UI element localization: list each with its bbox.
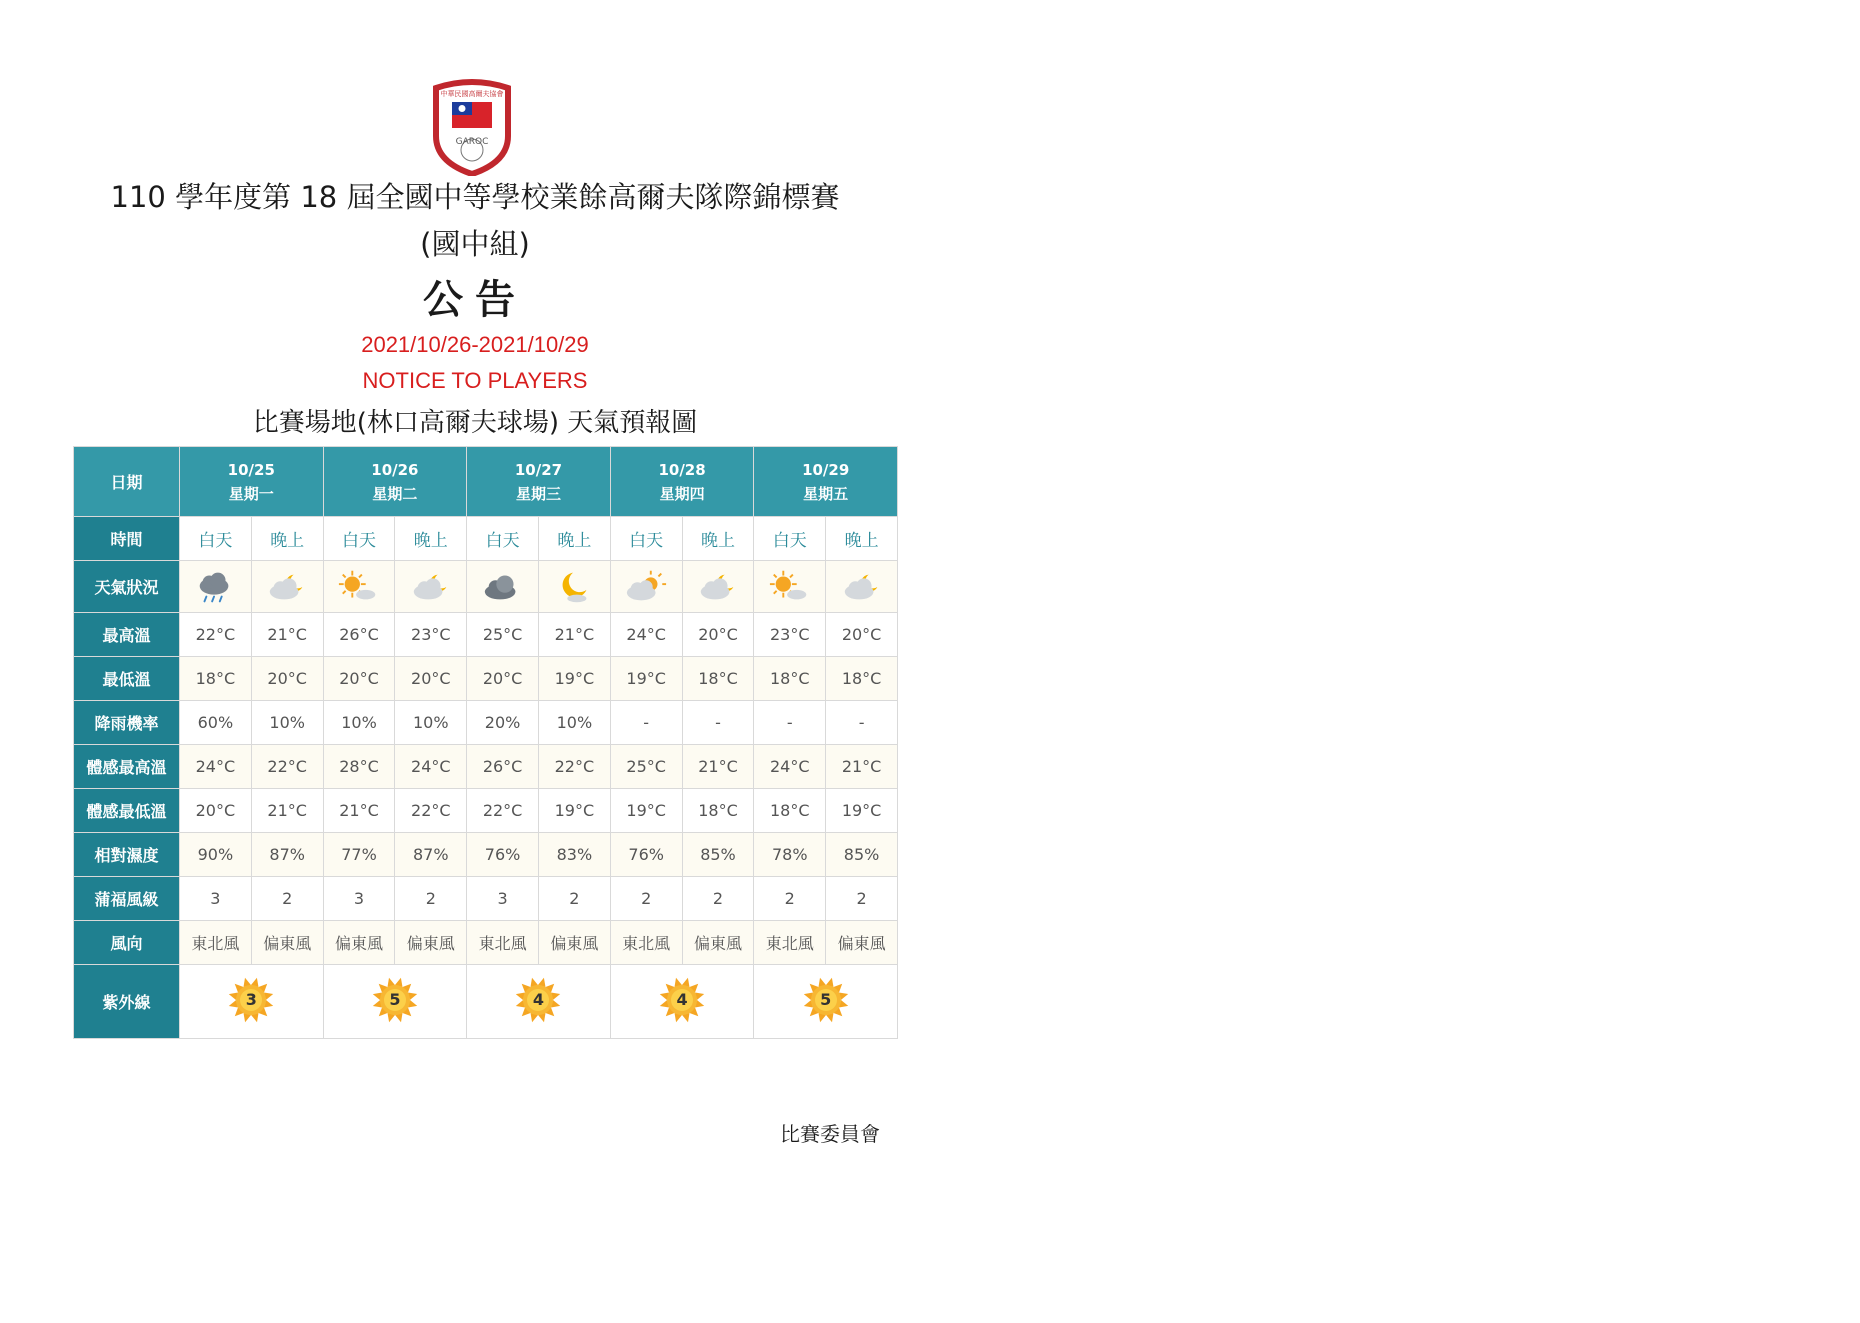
cloud-moon-icon bbox=[265, 568, 309, 606]
feels-min-cell: 22°C bbox=[395, 789, 467, 833]
cloud-moon-icon bbox=[696, 568, 740, 606]
uv-index-value: 4 bbox=[532, 989, 545, 1009]
row-label-time: 時間 bbox=[74, 517, 180, 561]
humidity-cell: 78% bbox=[754, 833, 826, 877]
rain-cloud-icon bbox=[193, 568, 237, 606]
feels-min-cell: 21°C bbox=[323, 789, 395, 833]
max-temp-cell: 24°C bbox=[610, 613, 682, 657]
feels-min-cell: 21°C bbox=[251, 789, 323, 833]
notice-to-players: NOTICE TO PLAYERS bbox=[362, 368, 588, 393]
row-label-min-temp: 最低溫 bbox=[74, 657, 180, 701]
max-temp-cell: 21°C bbox=[538, 613, 610, 657]
feels-min-cell: 19°C bbox=[538, 789, 610, 833]
min-temp-cell: 19°C bbox=[538, 657, 610, 701]
min-temp-cell: 18°C bbox=[180, 657, 252, 701]
day-header: 10/26 星期二 bbox=[323, 447, 467, 517]
condition-cell bbox=[538, 561, 610, 613]
cloud-moon-icon bbox=[409, 568, 453, 606]
condition-cell bbox=[395, 561, 467, 613]
humidity-cell: 85% bbox=[826, 833, 898, 877]
sun-cloud-icon bbox=[337, 568, 381, 606]
wind-dir-cell: 東北風 bbox=[467, 921, 539, 965]
humidity-cell: 85% bbox=[682, 833, 754, 877]
rain-chance-cell: - bbox=[682, 701, 754, 745]
time-cell: 晚上 bbox=[538, 517, 610, 561]
day-header: 10/25 星期一 bbox=[180, 447, 324, 517]
feels-max-cell: 26°C bbox=[467, 745, 539, 789]
row-label-uv: 紫外線 bbox=[74, 965, 180, 1039]
max-temp-cell: 26°C bbox=[323, 613, 395, 657]
forecast-title: 比賽場地(林口高爾夫球場) 天氣預報圖 bbox=[252, 408, 698, 438]
max-temp-cell: 22°C bbox=[180, 613, 252, 657]
wind-dir-cell: 東北風 bbox=[610, 921, 682, 965]
min-temp-cell: 20°C bbox=[395, 657, 467, 701]
max-temp-cell: 23°C bbox=[754, 613, 826, 657]
feels-max-cell: 22°C bbox=[538, 745, 610, 789]
feels-min-cell: 18°C bbox=[682, 789, 754, 833]
time-cell: 晚上 bbox=[251, 517, 323, 561]
row-label-beaufort: 蒲福風級 bbox=[74, 877, 180, 921]
uv-sun-icon bbox=[513, 975, 563, 1025]
uv-index-value: 5 bbox=[389, 989, 401, 1009]
rain-chance-cell: - bbox=[826, 701, 898, 745]
notice-heading: 公告 bbox=[423, 277, 527, 323]
beaufort-cell: 3 bbox=[180, 877, 252, 921]
min-temp-cell: 20°C bbox=[323, 657, 395, 701]
day-header: 10/29 星期五 bbox=[754, 447, 898, 517]
row-label-rain: 降雨機率 bbox=[74, 701, 180, 745]
time-cell: 白天 bbox=[610, 517, 682, 561]
beaufort-cell: 2 bbox=[754, 877, 826, 921]
wind-dir-cell: 東北風 bbox=[180, 921, 252, 965]
wind-dir-cell: 偏東風 bbox=[251, 921, 323, 965]
beaufort-cell: 2 bbox=[251, 877, 323, 921]
condition-cell bbox=[251, 561, 323, 613]
committee-signature: 比賽委員會 bbox=[780, 1122, 880, 1146]
group-label: (國中組) bbox=[420, 227, 530, 261]
rain-chance-cell: - bbox=[754, 701, 826, 745]
row-label-date: 日期 bbox=[74, 447, 180, 517]
row-label-humidity: 相對濕度 bbox=[74, 833, 180, 877]
time-cell: 白天 bbox=[467, 517, 539, 561]
wind-dir-cell: 偏東風 bbox=[395, 921, 467, 965]
sun-cloud-icon bbox=[768, 568, 812, 606]
condition-cell bbox=[754, 561, 826, 613]
row-label-feels-max: 體感最高溫 bbox=[74, 745, 180, 789]
humidity-cell: 83% bbox=[538, 833, 610, 877]
min-temp-cell: 20°C bbox=[251, 657, 323, 701]
date-range: 2021/10/26-2021/10/29 bbox=[361, 332, 589, 357]
feels-max-cell: 21°C bbox=[682, 745, 754, 789]
condition-cell bbox=[323, 561, 395, 613]
uv-sun-icon bbox=[657, 975, 707, 1025]
wind-dir-cell: 偏東風 bbox=[682, 921, 754, 965]
garoc-logo bbox=[430, 78, 514, 176]
uv-cell bbox=[610, 965, 754, 1039]
max-temp-cell: 23°C bbox=[395, 613, 467, 657]
feels-max-cell: 24°C bbox=[180, 745, 252, 789]
beaufort-cell: 2 bbox=[610, 877, 682, 921]
humidity-cell: 76% bbox=[610, 833, 682, 877]
feels-min-cell: 19°C bbox=[826, 789, 898, 833]
uv-sun-icon bbox=[370, 975, 420, 1025]
wind-dir-cell: 東北風 bbox=[754, 921, 826, 965]
row-label-feels-min: 體感最低溫 bbox=[74, 789, 180, 833]
rain-chance-cell: 10% bbox=[538, 701, 610, 745]
uv-index-value: 4 bbox=[676, 989, 688, 1009]
feels-max-cell: 25°C bbox=[610, 745, 682, 789]
min-temp-cell: 18°C bbox=[682, 657, 754, 701]
svg-text:中華民國高爾夫協會: 中華民國高爾夫協會 bbox=[440, 90, 504, 98]
time-cell: 白天 bbox=[180, 517, 252, 561]
wind-dir-cell: 偏東風 bbox=[826, 921, 898, 965]
tournament-title: 110 學年度第 18 屆全國中等學校業餘高爾夫隊際錦標賽 bbox=[110, 180, 840, 214]
beaufort-cell: 2 bbox=[538, 877, 610, 921]
moon-icon bbox=[552, 568, 596, 606]
wind-dir-cell: 偏東風 bbox=[538, 921, 610, 965]
min-temp-cell: 20°C bbox=[467, 657, 539, 701]
uv-sun-icon bbox=[226, 975, 276, 1025]
condition-cell bbox=[610, 561, 682, 613]
time-cell: 白天 bbox=[323, 517, 395, 561]
humidity-cell: 87% bbox=[395, 833, 467, 877]
condition-cell bbox=[826, 561, 898, 613]
row-label-condition: 天氣狀況 bbox=[74, 561, 180, 613]
time-cell: 晚上 bbox=[826, 517, 898, 561]
min-temp-cell: 18°C bbox=[754, 657, 826, 701]
uv-cell bbox=[180, 965, 324, 1039]
row-label-wind-dir: 風向 bbox=[74, 921, 180, 965]
wind-dir-cell: 偏東風 bbox=[323, 921, 395, 965]
rain-chance-cell: 10% bbox=[251, 701, 323, 745]
uv-sun-icon bbox=[801, 975, 851, 1025]
rain-chance-cell: - bbox=[610, 701, 682, 745]
feels-min-cell: 22°C bbox=[467, 789, 539, 833]
rain-chance-cell: 10% bbox=[395, 701, 467, 745]
min-temp-cell: 19°C bbox=[610, 657, 682, 701]
cloud-moon-icon bbox=[840, 568, 884, 606]
uv-cell bbox=[467, 965, 611, 1039]
rain-chance-cell: 60% bbox=[180, 701, 252, 745]
dark-cloud-icon bbox=[481, 568, 525, 606]
beaufort-cell: 2 bbox=[395, 877, 467, 921]
time-cell: 白天 bbox=[754, 517, 826, 561]
feels-min-cell: 20°C bbox=[180, 789, 252, 833]
condition-cell bbox=[682, 561, 754, 613]
uv-index-value: 3 bbox=[245, 989, 257, 1009]
feels-min-cell: 18°C bbox=[754, 789, 826, 833]
uv-cell bbox=[323, 965, 467, 1039]
rain-chance-cell: 20% bbox=[467, 701, 539, 745]
humidity-cell: 76% bbox=[467, 833, 539, 877]
humidity-cell: 77% bbox=[323, 833, 395, 877]
beaufort-cell: 3 bbox=[467, 877, 539, 921]
beaufort-cell: 2 bbox=[826, 877, 898, 921]
min-temp-cell: 18°C bbox=[826, 657, 898, 701]
weather-forecast-table bbox=[73, 446, 898, 1039]
uv-index-value: 5 bbox=[820, 989, 832, 1009]
feels-max-cell: 22°C bbox=[251, 745, 323, 789]
cloud-sun-icon bbox=[624, 568, 668, 606]
max-temp-cell: 21°C bbox=[251, 613, 323, 657]
feels-max-cell: 24°C bbox=[395, 745, 467, 789]
day-header: 10/27 星期三 bbox=[467, 447, 611, 517]
svg-text:GAROC: GAROC bbox=[455, 137, 489, 147]
feels-max-cell: 21°C bbox=[826, 745, 898, 789]
rain-chance-cell: 10% bbox=[323, 701, 395, 745]
max-temp-cell: 25°C bbox=[467, 613, 539, 657]
max-temp-cell: 20°C bbox=[826, 613, 898, 657]
beaufort-cell: 3 bbox=[323, 877, 395, 921]
feels-max-cell: 24°C bbox=[754, 745, 826, 789]
feels-min-cell: 19°C bbox=[610, 789, 682, 833]
beaufort-cell: 2 bbox=[682, 877, 754, 921]
time-cell: 晚上 bbox=[682, 517, 754, 561]
humidity-cell: 87% bbox=[251, 833, 323, 877]
time-cell: 晚上 bbox=[395, 517, 467, 561]
max-temp-cell: 20°C bbox=[682, 613, 754, 657]
condition-cell bbox=[180, 561, 252, 613]
uv-cell bbox=[754, 965, 898, 1039]
row-label-max-temp: 最高溫 bbox=[74, 613, 180, 657]
day-header: 10/28 星期四 bbox=[610, 447, 754, 517]
condition-cell bbox=[467, 561, 539, 613]
humidity-cell: 90% bbox=[180, 833, 252, 877]
feels-max-cell: 28°C bbox=[323, 745, 395, 789]
